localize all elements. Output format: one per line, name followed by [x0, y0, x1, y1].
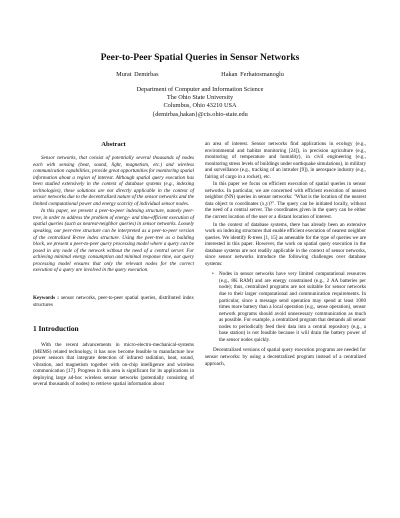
body-paragraph: an area of interest. Sensor networks find applications in ecology (e.g., environmental and habitat monitoring [24]), in precision agriculture (e.g., monitoring of temperature and humidity), in civil engineering (e.g., monitoring stress levels of buildings under earthquake simulations), in military and surveillance (e.g., tracking of an intruder [9]), in aerospace industry (e.g., fairing of cargo in a rocket), etc.	[205, 141, 366, 180]
body-paragraph: In this paper we focus on efficient execution of spatial queries in sensor networks. In particular, we are concerned with efficient execution of nearest neighbor (NN) queries in sensor networks: "What is the location of the nearest data object to coordinates (x,y)?". The query can be initiated locally, without the need of a central server. The coordinates given in the query can be either the current location of the user or a distant location of interest.	[205, 181, 366, 221]
keywords	[33, 295, 194, 308]
bullet-icon: •	[212, 271, 214, 278]
abstract-body	[33, 155, 194, 275]
abstract-heading: Abstract	[101, 141, 126, 148]
author-name: Murat Demirbas	[116, 71, 159, 78]
introduction-body	[33, 342, 194, 388]
section-heading-introduction: 1 Introduction	[33, 324, 79, 333]
list-item-text: Nodes in sensor networks have very limited computational resources (e.g., 8K RAM) and are energy constrained (e.g., 2 AA batteries per node); thus, centralized programs are not suitable for sensor networks due to their larger computational and communication requirements. In particular, since a message send operation may spend at least 1000 times more battery than a local operation (e.g., sense operation), sensor network programs should avoid unnecessary communication as much as possible. For example, a centralized program that demands all sensor nodes to periodically feed their data into a central repository (e.g., a base station) is not feasible because it will drain the battery power of the sensor nodes quickly.	[219, 271, 366, 343]
affiliation	[0, 86, 400, 119]
body-paragraph: Decentralized versions of spatial query execution programs are needed for sensor networks: by using a decentralized program instead of a centralized approach,	[205, 347, 366, 367]
author-name: Hakan Ferhatosmanoglu	[221, 71, 284, 78]
author-list	[0, 71, 400, 78]
affiliation-university: The Ohio State University	[166, 94, 234, 102]
keywords-text: sensor networks, peer-to-peer spatial queries, distributed index structures	[33, 295, 194, 308]
right-column	[205, 141, 366, 368]
abstract-paragraph: Sensor networks, that consist of potentially several thousands of nodes each with sensing (heat, sound, light, magnetism, etc.) and wireless communication capabilities, provide great opportunities for monitoring spatial information about a region of interest. Although spatial query execution has been studied extensively in the context of database systems (e.g., indexing technologies), these solutions are not directly applicable in the context of sensor networks due to the decentralized nature of the sensor networks and the limited computational power and energy scarcity of individual sensor nodes.	[33, 155, 194, 207]
challenge-list	[205, 271, 366, 343]
body-paragraph: In the context of database systems, there has already been an extensive work on indexing structures that enable efficient execution of nearest neighbor queries. We identify R-trees [1, 15] as amenable for the type of queries we are interested in this paper. However, the work on spatial query execution in the database systems are not readily applicable in the context of sensor networks, since sensor networks introduce the following challenges over database systems:	[205, 221, 366, 267]
paper-title: Peer-to-Peer Spatial Queries in Sensor Networks	[100, 52, 300, 63]
keywords-label: Keywords :	[33, 295, 59, 301]
author-email: {demirbas,hakan}@cis.ohio-state.edu	[152, 110, 248, 118]
introduction-paragraph: With the recent advancements in micro-electro-mechanical-systems (MEMS) related technology, it has now become feasible to manufacture low power sensors that integrate detection of infrared radiation, heat, sound, vibration, and magnetism together with on-chip intelligence and wireless communication [17]. Progress in this area is significant for its applications in deploying large ad-hoc wireless sensor networks (potentially consisting of several thousands of nodes) to retrieve spatial information about	[33, 342, 194, 388]
affiliation-address: Columbus, Ohio 43210 USA	[163, 102, 237, 110]
affiliation-department: Department of Computer and Information Science	[136, 86, 264, 93]
abstract-paragraph: In this paper, we present a peer-to-peer indexing structure, namely peer-tree, in order to address the problem of energy- and time-efficient execution of spatial queries (such as nearest-neighbor queries) in sensor networks. Loosely speaking, our peer-tree structure can be interpreted as a peer-to-peer version of the centralized R-tree index structure. Using the peer-tree as a building block, we present a peer-to-peer query processing model where a query can be posed in any node of the network without the need of a central server. For achieving minimal energy consumption and minimal response time, our query processing model ensures that only the relevant nodes for the correct execution of a query are involved in the query execution.	[33, 208, 194, 274]
list-item	[212, 271, 366, 343]
